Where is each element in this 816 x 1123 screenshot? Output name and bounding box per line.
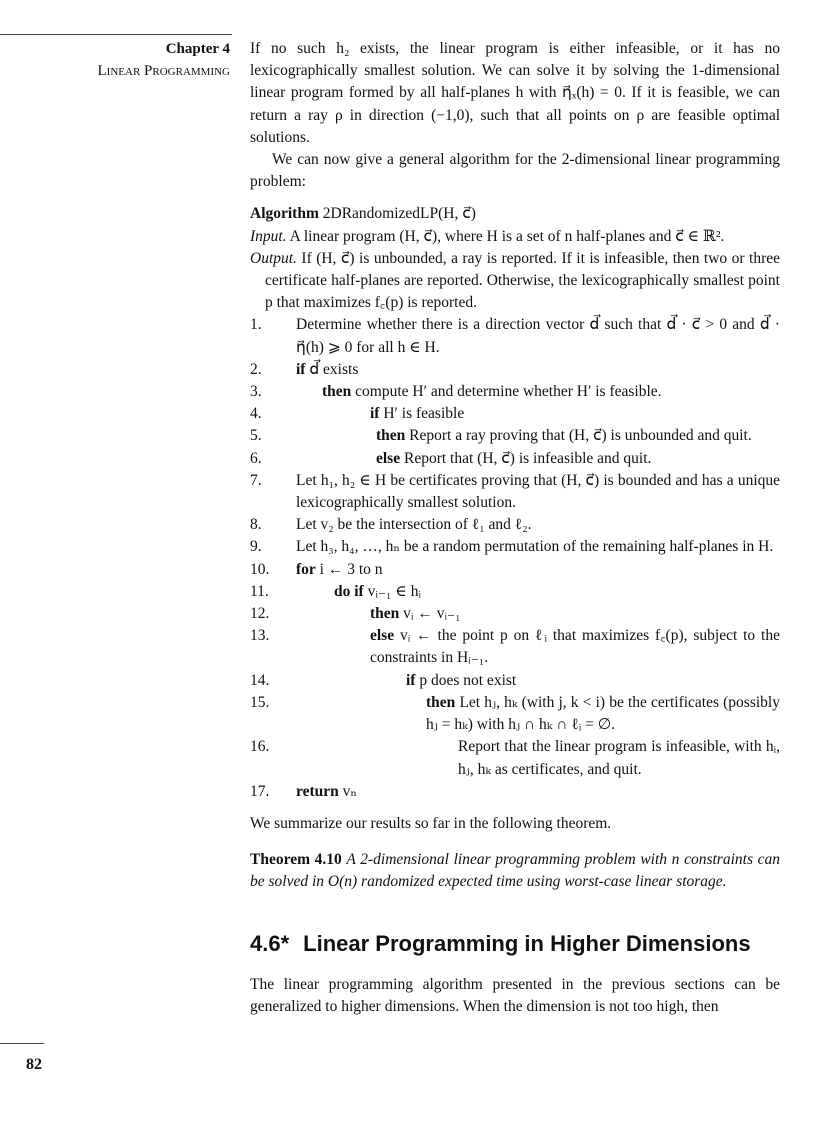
bottom-rule [0, 1043, 44, 1044]
line-text: i ← 3 to n [319, 560, 383, 578]
algorithm-line-14 [250, 670, 780, 692]
running-header [60, 38, 230, 82]
output-text: If (H, c⃗) is unbounded, a ray is reported. If it is infeasible, then two or three certificate half-planes are reported. Otherwise, the lexicographically smallest point p that maximizes f꜀(p) is reported. [265, 249, 780, 312]
line-number: 1. [250, 316, 262, 334]
line-number: 13. [250, 627, 270, 645]
algorithm-line-1 [250, 314, 780, 358]
line-keyword: then [426, 693, 456, 711]
line-keyword: then [370, 605, 400, 623]
algorithm-output [250, 248, 780, 315]
line-text: Report that (H, c⃗) is infeasible and quit. [403, 449, 652, 467]
output-label: Output. [250, 249, 297, 267]
algorithm-header [250, 203, 780, 225]
algorithm-block [250, 203, 780, 802]
chapter-label: Chapter 4 [165, 41, 230, 57]
line-number: 6. [250, 449, 262, 467]
line-number: 9. [250, 538, 262, 556]
line-text: Report that the linear program is infeasible, with hᵢ, hⱼ, hₖ as certificates, and quit. [458, 738, 780, 778]
algorithm-line-15 [250, 692, 780, 736]
line-number: 14. [250, 671, 270, 689]
line-text: d⃗ exists [309, 360, 359, 378]
line-keyword: if [296, 360, 306, 378]
input-text: A linear program (H, c⃗), where H is a set of n half-planes and c⃗ ∈ ℝ². [289, 227, 725, 245]
section-heading [250, 930, 780, 958]
intro-paragraph-2: We can now give a general algorithm for the 2-dimensional linear programming problem: [250, 151, 780, 191]
line-keyword: return [296, 782, 339, 800]
algorithm-input [250, 226, 780, 248]
line-number: 10. [250, 560, 270, 578]
section-number: 4.6* [250, 930, 290, 956]
algorithm-line-5 [250, 425, 780, 447]
line-number: 15. [250, 693, 270, 711]
line-text: p does not exist [419, 671, 517, 689]
line-number: 17. [250, 782, 270, 800]
line-text: Determine whether there is a direction vector d⃗ such that d⃗ · c⃗ > 0 and d⃗ · η⃗(h) ⩾ 0 for all h ∈ H. [296, 316, 780, 356]
line-text: Let v₂ be the intersection of ℓ₁ and ℓ₂. [296, 516, 532, 534]
line-text: compute H′ and determine whether H′ is feasible. [355, 383, 662, 401]
line-text: vᵢ₋₁ ∈ hᵢ [367, 582, 421, 600]
line-keyword: if [370, 405, 380, 423]
algorithm-line-3 [250, 381, 780, 403]
line-text: H′ is feasible [383, 405, 465, 423]
line-text: vᵢ ← vᵢ₋₁ [403, 605, 461, 623]
line-text: Let h₁, h₂ ∈ H be certificates proving that (H, c⃗) is bounded and has a unique lexicographically smallest solution. [296, 471, 780, 512]
algorithm-line-17 [250, 781, 780, 803]
line-number: 3. [250, 383, 262, 401]
algorithm-line-11 [250, 581, 780, 603]
line-number: 4. [250, 405, 262, 423]
algorithm-line-2 [250, 359, 780, 381]
algorithm-line-4 [250, 403, 780, 425]
line-keyword: for [296, 560, 316, 578]
line-keyword: then [322, 383, 352, 401]
chapter-title: Linear Programming [97, 63, 230, 79]
line-number: 5. [250, 427, 262, 445]
algorithm-line-8 [250, 514, 780, 536]
algorithm-line-13 [250, 625, 780, 669]
section-title: Linear Programming in Higher Dimensions [303, 930, 751, 956]
line-number: 2. [250, 360, 262, 378]
algorithm-line-6 [250, 448, 780, 470]
line-keyword: if [406, 671, 416, 689]
theorem-label: Theorem 4.10 [250, 851, 342, 869]
page-number: 82 [26, 1056, 42, 1073]
line-keyword: else [370, 627, 395, 645]
line-number: 16. [250, 738, 270, 756]
line-keyword: do if [334, 582, 364, 600]
algorithm-name: 2DRandomizedLP(H, c⃗) [322, 205, 476, 223]
line-keyword: then [376, 427, 406, 445]
intro-paragraph-1: If no such h₂ exists, the linear program is either infeasible, or it has no lexicographically smallest solution. We can solve it by solving the 1-dimensional linear program formed by all half-planes h with η⃗ₓ(h) = 0. If it is feasible, we can return a ray ρ in direction (−1,0), such that all points on ρ are feasible optimal solutions. [250, 40, 780, 146]
line-text: Report a ray proving that (H, c⃗) is unbounded and quit. [409, 427, 752, 445]
line-text: Let h₃, h₄, …, hₙ be a random permutation of the remaining half-planes in H. [296, 538, 774, 556]
algorithm-line-7 [250, 470, 780, 514]
algorithm-line-16 [250, 736, 780, 780]
theorem-statement: A 2-dimensional linear programming problem with n constraints can be solved in O(n) randomized expected time using worst-case linear storage. [250, 851, 781, 891]
summary-paragraph: We summarize our results so far in the following theorem. [250, 814, 612, 832]
line-number: 8. [250, 516, 262, 534]
top-rule [0, 34, 232, 35]
line-text: vₙ [342, 782, 358, 800]
line-text: Let hⱼ, hₖ (with j, k < i) be the certificates (possibly hⱼ = hₖ) with hⱼ ∩ hₖ ∩ ℓᵢ = ∅. [426, 693, 780, 734]
algorithm-keyword: Algorithm [250, 205, 319, 223]
algorithm-line-9 [250, 536, 780, 558]
theorem-4-10 [250, 849, 780, 893]
input-label: Input. [250, 227, 287, 245]
algorithm-line-12 [250, 603, 780, 625]
algorithm-line-10 [250, 559, 780, 581]
line-text: vᵢ ← the point p on ℓᵢ that maximizes f꜀(p), subject to the constraints in Hᵢ₋₁. [370, 627, 780, 667]
section-body-paragraph: The linear programming algorithm presented in the previous sections can be generalized to higher dimensions. When the dimension is not too high, then [250, 975, 780, 1015]
main-column [250, 38, 780, 1018]
line-keyword: else [376, 449, 401, 467]
line-number: 7. [250, 471, 262, 489]
line-number: 11. [250, 582, 269, 600]
line-number: 12. [250, 605, 270, 623]
